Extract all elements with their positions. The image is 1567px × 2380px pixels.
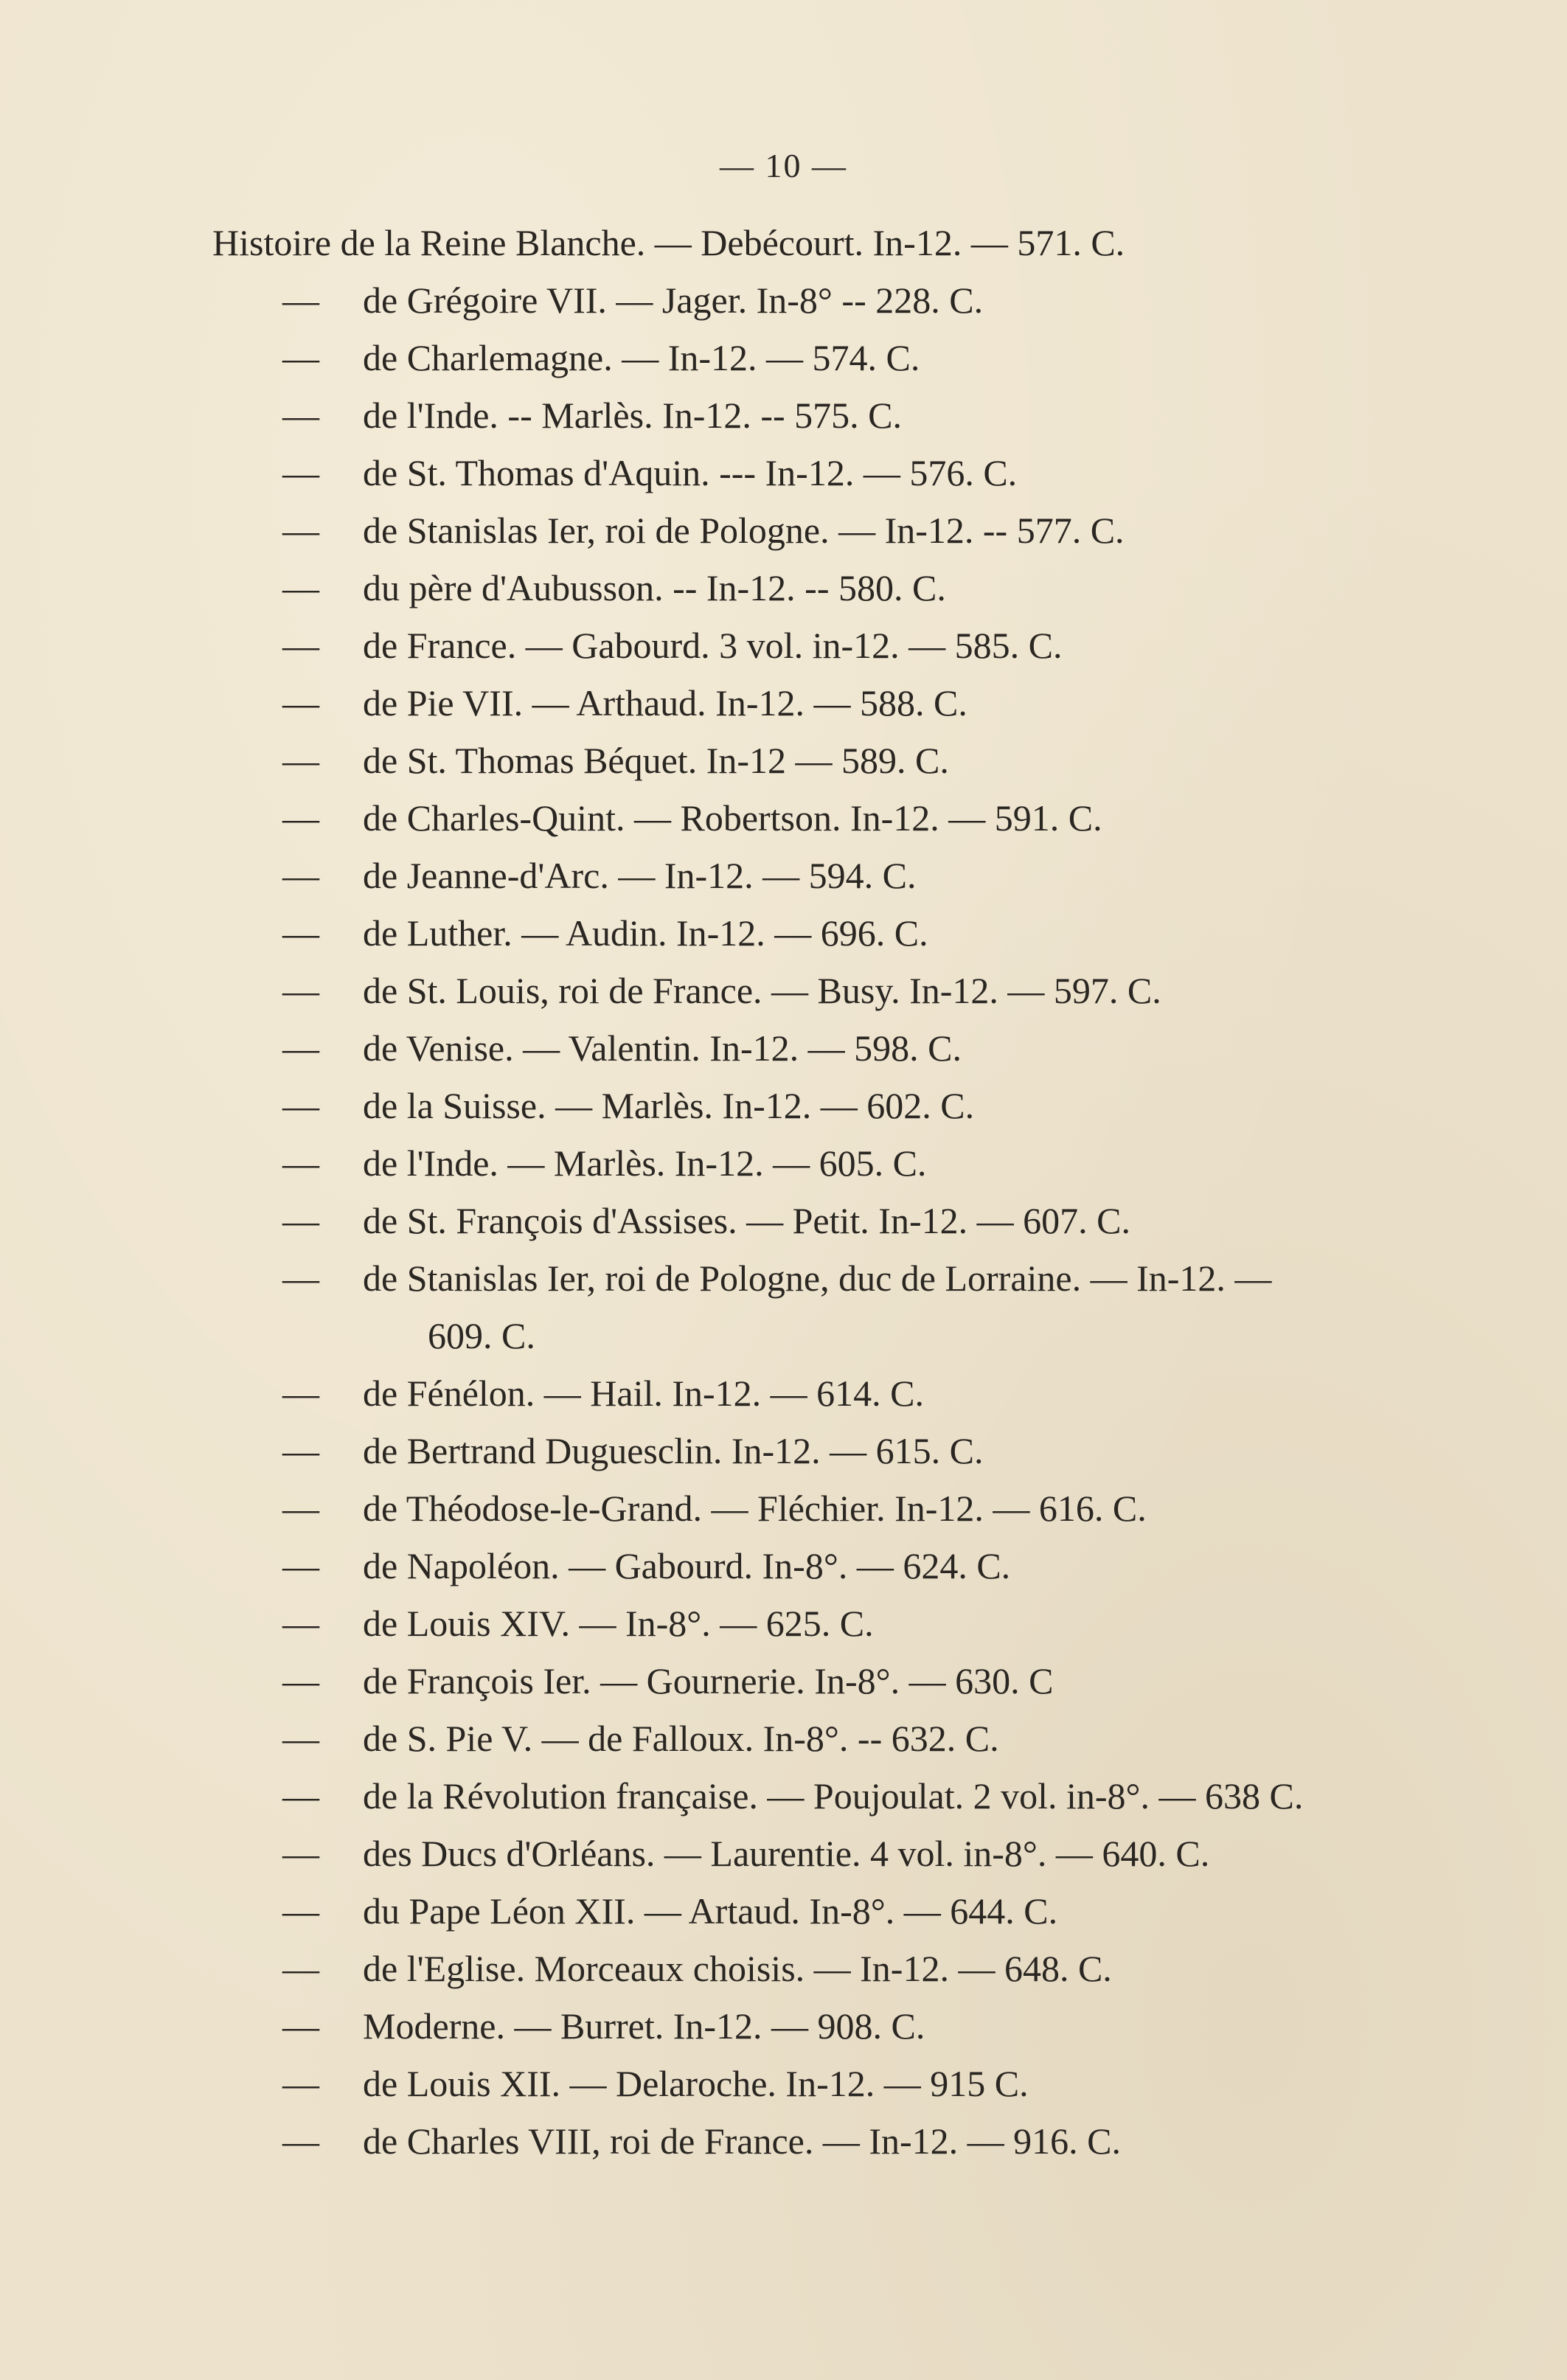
ditto-dash: —	[282, 625, 319, 666]
entry-text: de S. Pie V. — de Falloux. In-8°. -- 632. C.	[363, 1718, 999, 1759]
entry-text: de l'Inde. -- Marlès. In-12. -- 575. C.	[363, 395, 903, 436]
catalogue-entry	[0, 386, 1567, 444]
entry-text: de Charles-Quint. — Robertson. In-12. — 591. C.	[363, 797, 1102, 839]
catalogue-entry	[0, 732, 1567, 789]
catalogue-entry	[0, 1134, 1567, 1192]
entry-text: des Ducs d'Orléans. — Laurentie. 4 vol. in-8°. — 640. C.	[363, 1833, 1210, 1874]
catalogue-entry	[0, 1422, 1567, 1479]
catalogue-entry	[0, 214, 1567, 271]
ditto-dash: —	[282, 1027, 319, 1069]
catalogue-list	[0, 214, 1567, 2170]
catalogue-entry	[0, 789, 1567, 847]
catalogue-entry	[0, 1882, 1567, 1940]
entry-text: de Venise. — Valentin. In-12. — 598. C.	[363, 1027, 962, 1069]
page-number: — 10 —	[720, 147, 847, 184]
ditto-dash: —	[282, 1660, 319, 1701]
ditto-dash: —	[282, 1890, 319, 1932]
entry-text: de St. Louis, roi de France. — Busy. In-12. — 597. C.	[363, 970, 1161, 1011]
catalogue-entry	[0, 1825, 1567, 1882]
entry-text: de l'Inde. — Marlès. In-12. — 605. C.	[363, 1142, 927, 1184]
catalogue-entry	[0, 1997, 1567, 2055]
catalogue-entry	[0, 1940, 1567, 1997]
entry-text: de Théodose-le-Grand. — Fléchier. In-12. — 616. C.	[363, 1488, 1147, 1529]
entry-text: de France. — Gabourd. 3 vol. in-12. — 585. C.	[363, 625, 1063, 666]
catalogue-entry	[0, 2055, 1567, 2112]
ditto-dash: —	[282, 1833, 319, 1874]
catalogue-entry	[0, 1652, 1567, 1710]
entry-text: de St. François d'Assises. — Petit. In-12. — 607. C.	[363, 1200, 1130, 1241]
ditto-dash: —	[282, 1142, 319, 1184]
entry-text: de Louis XII. — Delaroche. In-12. — 915 C.	[363, 2063, 1029, 2104]
catalogue-entry	[0, 329, 1567, 386]
ditto-dash: —	[282, 970, 319, 1011]
entry-text: de Bertrand Duguesclin. In-12. — 615. C.	[363, 1430, 984, 1471]
catalogue-entry	[0, 1479, 1567, 1537]
catalogue-entry	[0, 1192, 1567, 1249]
catalogue-entry	[0, 559, 1567, 617]
ditto-dash: —	[282, 2063, 319, 2104]
ditto-dash: —	[282, 1200, 319, 1241]
entry-text: de la Suisse. — Marlès. In-12. — 602. C.	[363, 1085, 975, 1126]
catalogue-entry	[0, 674, 1567, 732]
entry-text: de Pie VII. — Arthaud. In-12. — 588. C.	[363, 682, 967, 724]
entry-text: de l'Eglise. Morceaux choisis. — In-12. — 648. C.	[363, 1948, 1112, 1989]
entry-text: de St. Thomas d'Aquin. --- In-12. — 576. C.	[363, 452, 1018, 493]
ditto-dash: —	[282, 567, 319, 608]
entry-text: de la Révolution française. — Poujoulat. 2 vol. in-8°. — 638 C.	[363, 1775, 1304, 1817]
catalogue-entry	[0, 502, 1567, 559]
entry-text: de Napoléon. — Gabourd. In-8°. — 624. C.	[363, 1545, 1011, 1586]
entry-text: de Stanislas Ier, roi de Pologne, duc de Lorraine. — In-12. —	[363, 1257, 1272, 1299]
entry-text: de St. Thomas Béquet. In-12 — 589. C.	[363, 740, 949, 781]
ditto-dash: —	[282, 1545, 319, 1586]
ditto-dash: —	[282, 2120, 319, 2162]
ditto-dash: —	[282, 452, 319, 493]
ditto-dash: —	[282, 1948, 319, 1989]
catalogue-entry	[0, 904, 1567, 962]
ditto-dash: —	[282, 740, 319, 781]
catalogue-entry	[0, 444, 1567, 502]
ditto-dash: —	[282, 682, 319, 724]
ditto-dash: —	[282, 855, 319, 896]
ditto-dash: —	[282, 1603, 319, 1644]
entry-text: du Pape Léon XII. — Artaud. In-8°. — 644. C.	[363, 1890, 1058, 1932]
ditto-dash: —	[282, 2005, 319, 2047]
ditto-dash: —	[282, 1488, 319, 1529]
ditto-dash: —	[282, 1085, 319, 1126]
entry-text: 609. C.	[428, 1315, 535, 1356]
ditto-dash: —	[282, 912, 319, 954]
catalogue-entry	[0, 847, 1567, 904]
entry-text: Histoire de la Reine Blanche. — Debécourt. In-12. — 571. C.	[212, 222, 1125, 263]
catalogue-entry	[0, 1249, 1567, 1307]
ditto-dash: —	[282, 1373, 319, 1414]
entry-text: de François Ier. — Gournerie. In-8°. — 630. C	[363, 1660, 1054, 1701]
ditto-dash: —	[282, 395, 319, 436]
ditto-dash: —	[282, 337, 319, 378]
entry-text: de Fénélon. — Hail. In-12. — 614. C.	[363, 1373, 925, 1414]
entry-text: de Charlemagne. — In-12. — 574. C.	[363, 337, 920, 378]
catalogue-entry	[0, 2112, 1567, 2170]
catalogue-entry	[0, 271, 1567, 329]
entry-text: du père d'Aubusson. -- In-12. -- 580. C.	[363, 567, 946, 608]
catalogue-entry	[0, 1710, 1567, 1767]
ditto-dash: —	[282, 1430, 319, 1471]
catalogue-entry	[0, 1019, 1567, 1077]
catalogue-entry	[0, 1364, 1567, 1422]
entry-text: de Charles VIII, roi de France. — In-12. — 916. C.	[363, 2120, 1122, 2162]
catalogue-entry	[0, 1767, 1567, 1825]
entry-text: de Stanislas Ier, roi de Pologne. — In-12. -- 577. C.	[363, 510, 1125, 551]
entry-text: de Luther. — Audin. In-12. — 696. C.	[363, 912, 928, 954]
ditto-dash: —	[282, 510, 319, 551]
ditto-dash: —	[282, 280, 319, 321]
entry-text: de Louis XIV. — In-8°. — 625. C.	[363, 1603, 874, 1644]
entry-text: de Jeanne-d'Arc. — In-12. — 594. C.	[363, 855, 917, 896]
catalogue-entry	[0, 1537, 1567, 1595]
catalogue-entry	[0, 1307, 1567, 1364]
ditto-dash: —	[282, 1718, 319, 1759]
catalogue-entry	[0, 962, 1567, 1019]
catalogue-entry	[0, 1595, 1567, 1652]
ditto-dash: —	[282, 1775, 319, 1817]
entry-text: Moderne. — Burret. In-12. — 908. C.	[363, 2005, 925, 2047]
ditto-dash: —	[282, 797, 319, 839]
ditto-dash: —	[282, 1257, 319, 1299]
entry-text: de Grégoire VII. — Jager. In-8° -- 228. C.	[363, 280, 984, 321]
catalogue-entry	[0, 617, 1567, 674]
catalogue-entry	[0, 1077, 1567, 1134]
